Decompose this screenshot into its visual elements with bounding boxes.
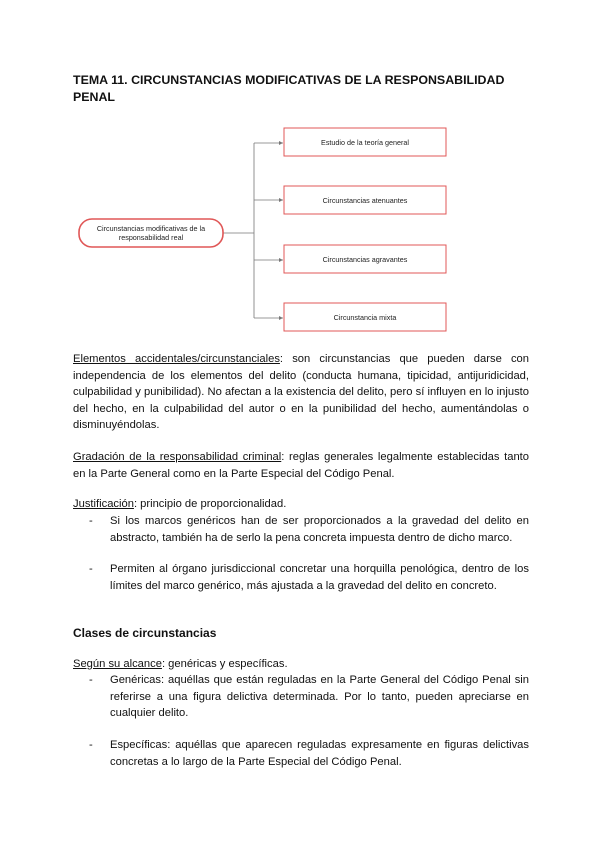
node-label-1: Estudio de la teoría general	[321, 138, 409, 147]
list-item: - Permiten al órgano jurisdiccional concretar una horquilla penológica, dentro de los límites del marco genérico, más ajustada a la gravedad del delito en concreto.	[89, 563, 529, 592]
paragraph-justificacion	[73, 496, 529, 513]
term-gradacion: Gradación de la responsabilidad criminal	[73, 451, 282, 463]
paragraph-elementos	[73, 351, 529, 434]
text-elementos: : son circunstancias que pueden darse con independencia de los elementos del delito (conducta humana, tipicidad, antijuridicidad, culpabilidad y punibilidad). No afectan a la existencia del delito, pero sí influyen en lo injusto del hecho, en la culpabilidad del autor o en la punibilidad del hecho, aumentándolas o disminuyéndolas.	[73, 353, 529, 432]
root-node-label: Circunstancias modificativas de la responsabilidad real	[96, 224, 206, 242]
term-justificacion: Justificación	[73, 498, 134, 510]
term-elementos: Elementos accidentales/circunstanciales	[73, 353, 280, 365]
list-item: - Si los marcos genéricos han de ser proporcionados a la gravedad del delito en abstracto, también ha de serlo la pena concreta impuesta dentro de dicho marco.	[89, 515, 529, 544]
list-item: - Específicas: aquéllas que aparecen reguladas expresamente en figuras delictivas concretas a lo largo de la Parte Especial del Código Penal.	[89, 739, 529, 768]
term-alcance: Según su alcance	[73, 658, 162, 670]
text-alcance: : genéricas y específicas.	[161, 658, 288, 670]
paragraph-alcance	[73, 656, 529, 673]
arrowhead-3	[279, 258, 283, 262]
list-item: - Genéricas: aquéllas que están reguladas en la Parte General del Código Penal sin referirse a una figura delictiva determinada. Por lo tanto, pueden apreciarse en cualquier delito.	[89, 674, 529, 720]
paragraph-gradacion	[73, 449, 529, 482]
arrowhead-2	[279, 198, 283, 202]
bullet-marker: -	[89, 739, 93, 751]
arrowhead-4	[279, 316, 283, 320]
bullet-marker: -	[89, 674, 93, 686]
node-label-3: Circunstancias agravantes	[322, 255, 408, 264]
node-label-2: Circunstancias atenuantes	[322, 196, 408, 205]
bullet-marker: -	[89, 563, 93, 575]
arrowhead-1	[279, 141, 283, 145]
page-title: TEMA 11. CIRCUNSTANCIAS MODIFICATIVAS DE LA RESPONSABILIDAD PENAL	[73, 73, 505, 104]
text-gradacion: : reglas generales legalmente establecidas tanto en la Parte General como en la Parte Especial del Código Penal.	[73, 451, 530, 480]
section-heading-clases: Clases de circunstancias	[73, 626, 217, 640]
text-justificacion: : principio de proporcionalidad.	[133, 498, 287, 510]
node-label-4: Circunstancia mixta	[333, 313, 397, 322]
bullet-marker: -	[89, 515, 93, 527]
